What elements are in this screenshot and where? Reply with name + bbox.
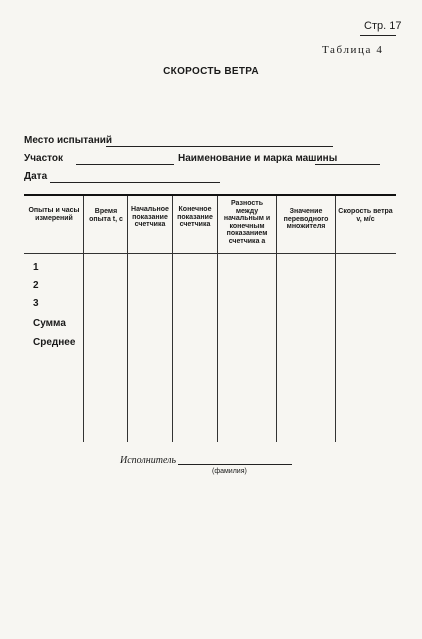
page-number-underline bbox=[360, 35, 396, 36]
table-number: Таблица 4 bbox=[322, 44, 384, 56]
date-label: Дата bbox=[24, 171, 48, 182]
test-place-line bbox=[106, 146, 333, 147]
signer-hint: (фамилия) bbox=[212, 468, 247, 475]
plot-label: Участок bbox=[24, 153, 64, 164]
row-label-sum: Сумма bbox=[33, 318, 66, 329]
row-label-3: 3 bbox=[33, 298, 39, 309]
header-multiplier: Значение переводного множителя bbox=[283, 208, 329, 231]
table-header-rule bbox=[24, 253, 396, 254]
column-divider bbox=[172, 196, 173, 442]
header-final-reading: Конечное показание счетчика bbox=[177, 206, 213, 229]
signer-label: Исполнитель bbox=[120, 455, 177, 466]
machine-line bbox=[315, 164, 380, 165]
plot-line bbox=[76, 164, 174, 165]
header-difference: Разность между начальным и конечным показанием счетчика a bbox=[223, 200, 271, 245]
header-wind-speed: Скорость ветра v, м/с bbox=[338, 208, 393, 223]
row-label-2: 2 bbox=[33, 280, 39, 291]
header-initial-reading: Начальное показание счетчика bbox=[131, 206, 169, 229]
column-divider bbox=[335, 196, 336, 442]
date-line bbox=[50, 182, 220, 183]
document-title: СКОРОСТЬ ВЕТРА bbox=[163, 66, 259, 77]
page-number: Стр. 17 bbox=[364, 20, 402, 32]
column-divider bbox=[276, 196, 277, 442]
row-label-1: 1 bbox=[33, 262, 39, 273]
header-trials: Опыты и часы измерений bbox=[28, 207, 80, 222]
signer-line bbox=[178, 464, 292, 465]
header-time: Время опыта t, с bbox=[89, 208, 123, 223]
machine-label: Наименование и марка машины bbox=[178, 153, 338, 164]
table-top-rule bbox=[24, 194, 396, 196]
column-divider bbox=[83, 196, 84, 442]
column-divider bbox=[127, 196, 128, 442]
column-divider bbox=[217, 196, 218, 442]
row-label-average: Среднее bbox=[33, 337, 76, 348]
test-place-label: Место испытаний bbox=[24, 135, 113, 146]
